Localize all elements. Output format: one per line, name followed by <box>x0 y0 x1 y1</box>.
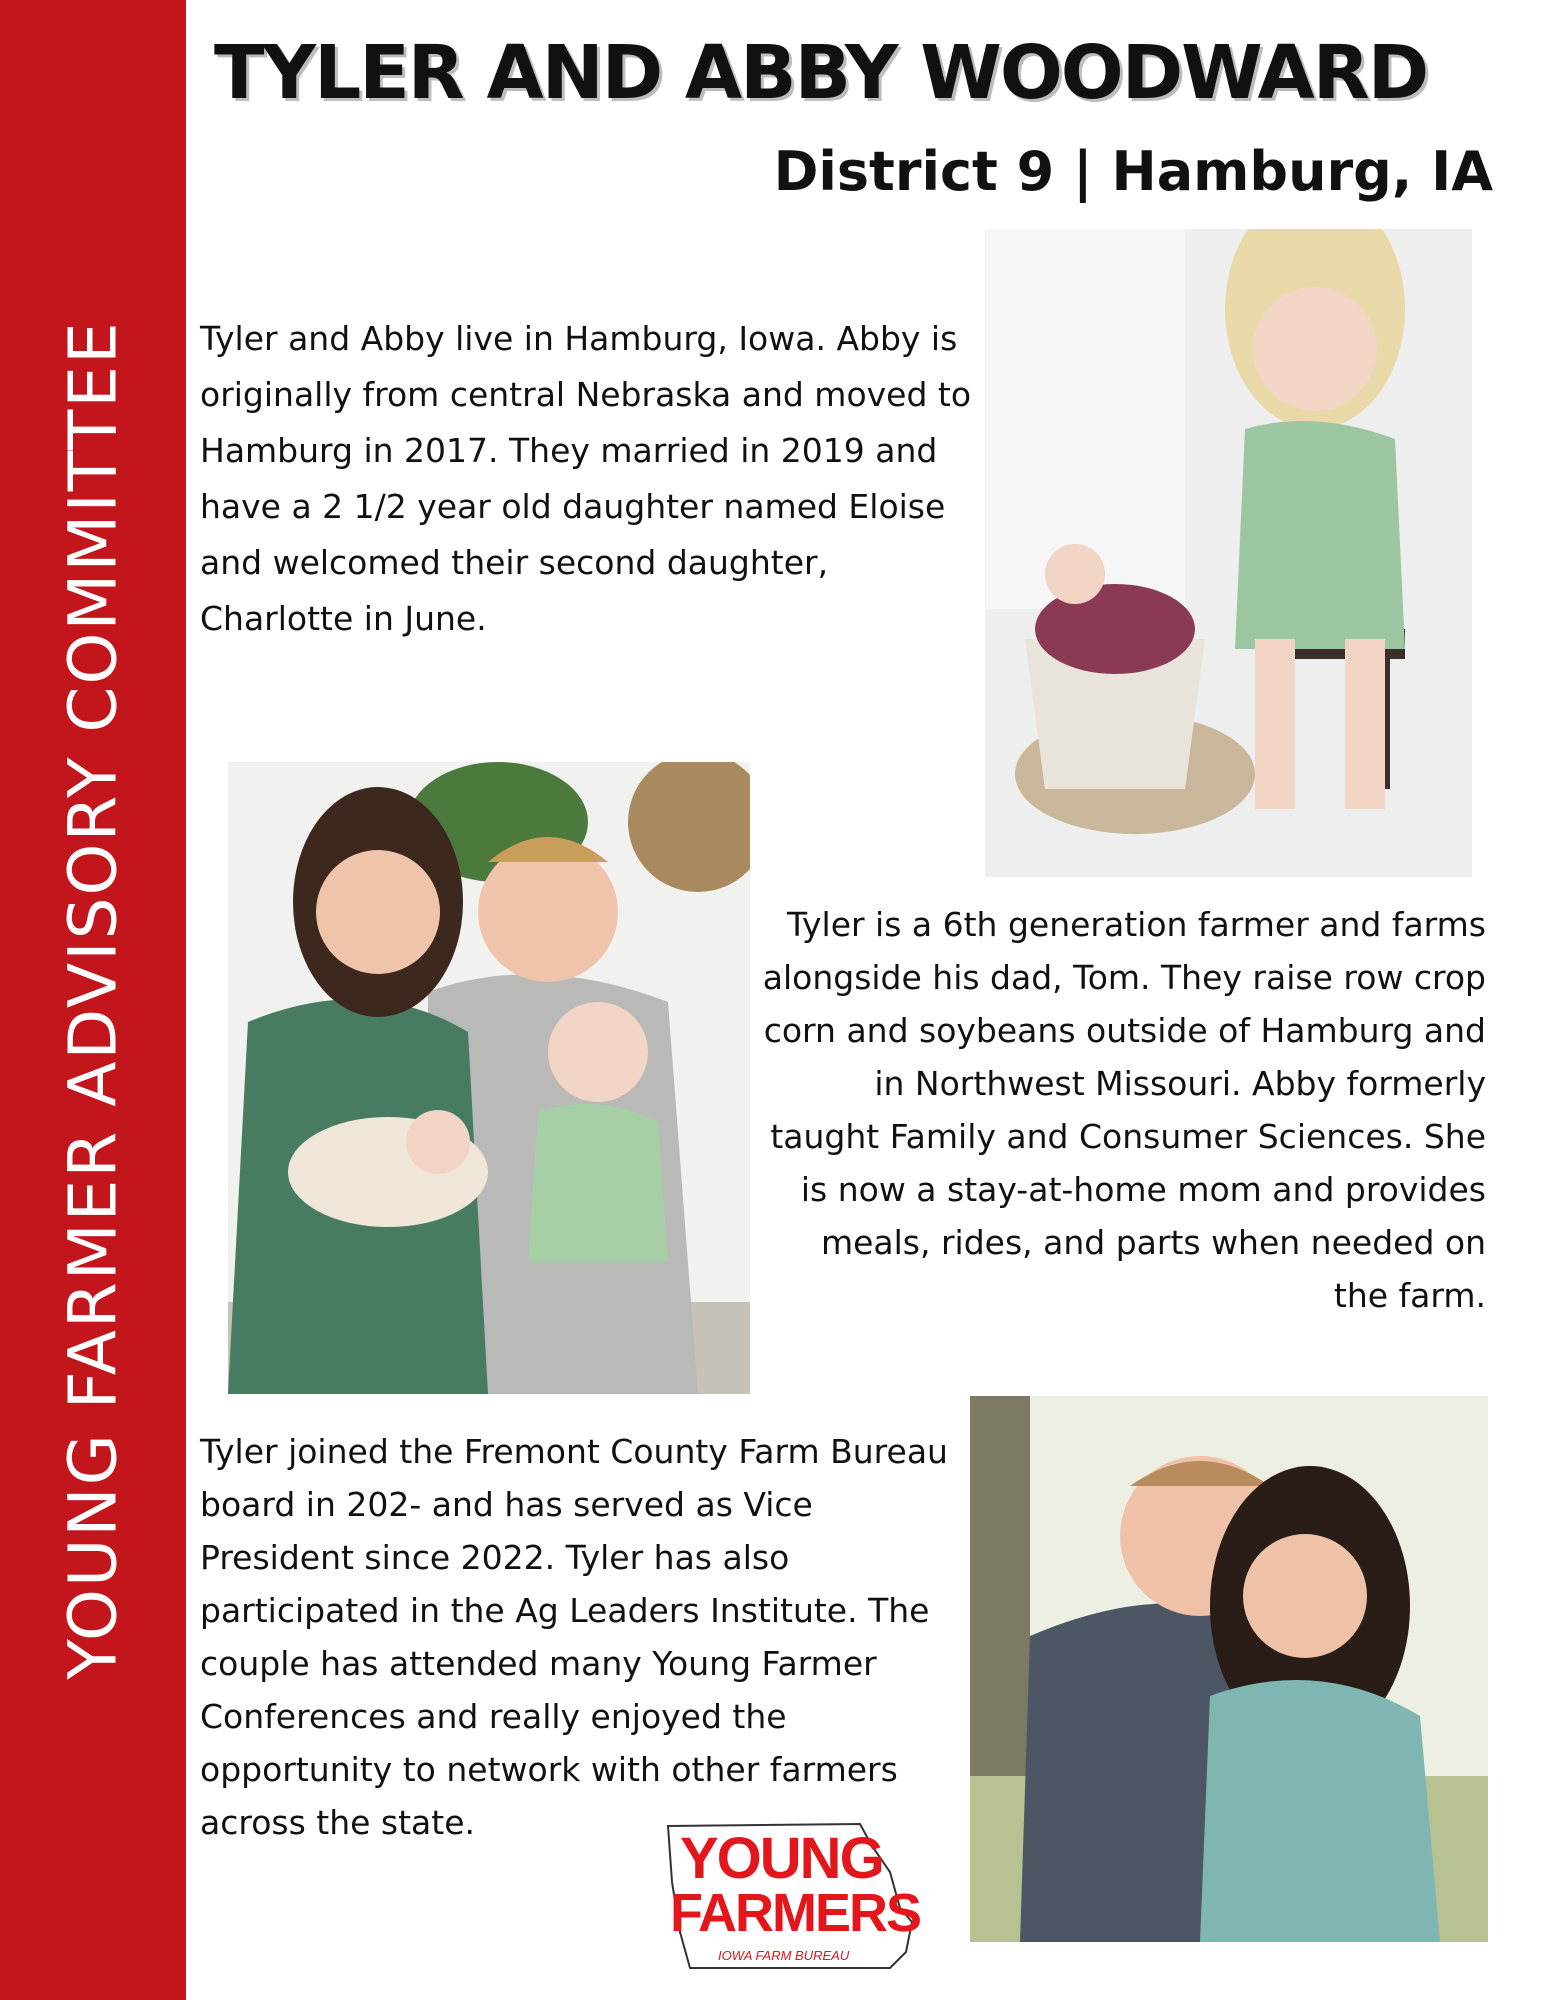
logo-bureau-text: IOWA FARM BUREAU <box>718 1948 850 1963</box>
intro-paragraph: Tyler and Abby live in Hamburg, Iowa. Abby is originally from central Nebraska and moved to Hamburg in 2017. They married in 2019 and have a 2 1/2 year old daughter named Eloise and welcomed their second daughter, Charlotte in June. <box>200 319 972 638</box>
daughters-photo <box>985 229 1472 877</box>
leadership-paragraph: Tyler joined the Fremont County Farm Bureau board in 202- and has served as Vice President since 2022. Tyler has also participated in the Ag Leaders Institute. The couple has attended many Young Farmer Conferences and really enjoyed the opportunity to network with other farmers across the state. <box>200 1432 948 1842</box>
couple-photo <box>970 1396 1488 1942</box>
logo-young-text: YOUNG <box>680 1826 883 1891</box>
page-title: TYLER AND ABBY WOODWARD <box>214 30 1428 116</box>
sidebar-band <box>0 0 186 2000</box>
sidebar-title: YOUNG FARMER ADVISORY COMMITTEE <box>54 320 132 1680</box>
farming-paragraph: Tyler is a 6th generation farmer and farms alongside his dad, Tom. They raise row crop corn and soybeans outside of Hamburg and in Northwest Missouri. Abby formerly taught Family and Consumer Sciences. She is now a stay-at-home mom and provides meals, rides, and parts when needed on the farm. <box>762 905 1486 1315</box>
page-subtitle: District 9 | Hamburg, IA <box>773 140 1493 203</box>
logo-farmers-text: FARMERS <box>670 1883 921 1943</box>
family-photo <box>228 762 750 1394</box>
young-farmers-logo <box>660 1812 940 1982</box>
